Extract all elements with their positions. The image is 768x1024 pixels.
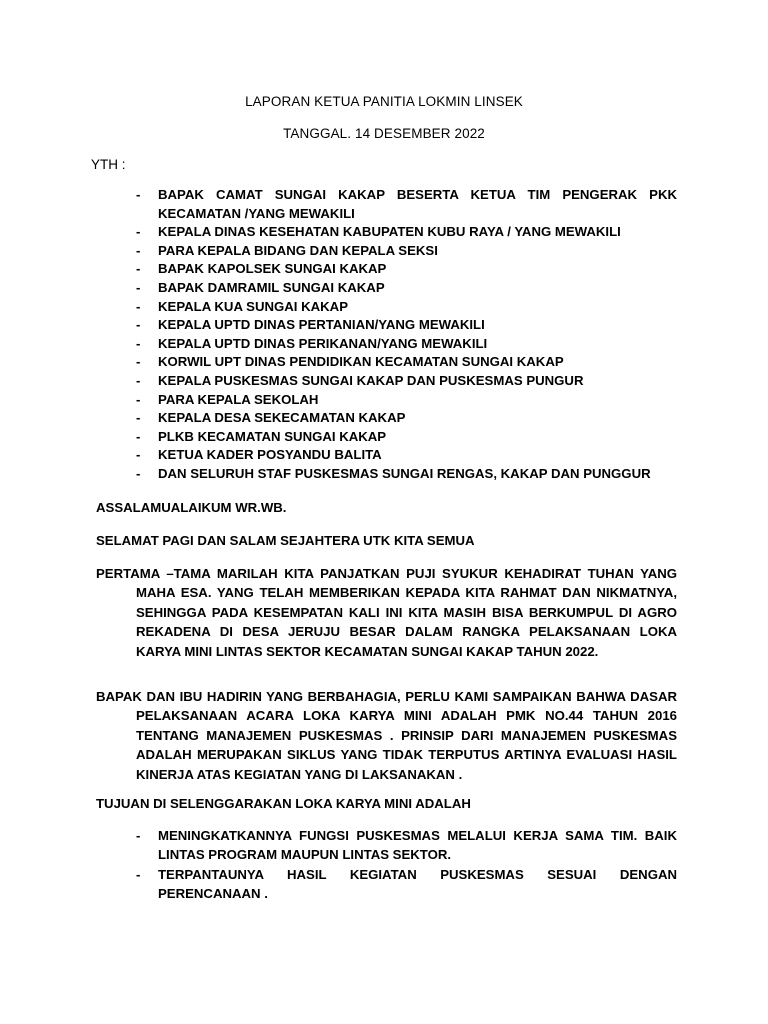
welcome-line: SELAMAT PAGI DAN SALAM SEJAHTERA UTK KITA SEMUA bbox=[96, 533, 475, 548]
bullet-dash: - bbox=[136, 279, 141, 295]
list-item bbox=[136, 372, 677, 391]
list-item bbox=[136, 391, 677, 410]
bullet-dash: - bbox=[136, 335, 141, 351]
document-date: TANGGAL. 14 DESEMBER 2022 bbox=[283, 126, 485, 141]
bullet-dash: - bbox=[136, 242, 141, 258]
list-item bbox=[136, 316, 677, 335]
objective-text: TERPANTAUNYA HASIL KEGIATAN PUSKESMAS SESUAI DENGAN PERENCANAAN . bbox=[158, 866, 677, 902]
list-item bbox=[136, 298, 677, 317]
addressee-list bbox=[136, 186, 677, 484]
bullet-dash: - bbox=[136, 391, 141, 407]
list-item bbox=[136, 335, 677, 354]
list-item bbox=[136, 409, 677, 428]
objectives-heading: TUJUAN DI SELENGGARAKAN LOKA KARYA MINI ADALAH bbox=[96, 796, 471, 811]
addressee-text: PARA KEPALA SEKOLAH bbox=[158, 391, 319, 407]
bullet-dash: - bbox=[136, 428, 141, 444]
addressee-text: KEPALA PUSKESMAS SUNGAI KAKAP DAN PUSKESMAS PUNGUR bbox=[158, 372, 584, 388]
opening-paragraph: PERTAMA –TAMA MARILAH KITA PANJATKAN PUJI SYUKUR KEHADIRAT TUHAN YANG MAHA ESA. YANG TELAH MEMBERIKAN KEPADA KITA RAHMAT DAN NIKMATNYA, SEHINGGA PADA KESEMPATAN KALI INI KITA MASIH BISA BERKUMPUL DI AGRO REKADENA DI DESA JERUJU BESAR DALAM RANGKA PELAKSANAAN LOKA KARYA MINI LINTAS SEKTOR KECAMATAN SUNGAI KAKAP TAHUN 2022. bbox=[96, 566, 677, 659]
addressee-text: KEPALA UPTD DINAS PERIKANAN/YANG MEWAKILI bbox=[158, 335, 488, 351]
addressee-text: KETUA KADER POSYANDU BALITA bbox=[158, 447, 382, 463]
basis-paragraph: BAPAK DAN IBU HADIRIN YANG BERBAHAGIA, PERLU KAMI SAMPAIKAN BAHWA DASAR PELAKSANAAN ACARA LOKA KARYA MINI ADALAH PMK NO.44 TAHUN 2016 TENTANG MANAJEMEN PUSKESMAS . PRINSIP DARI MANAJEMEN PUSKESMAS ADALAH MERUPAKAN SIKLUS YANG TIDAK TERPUTUS ARTINYA EVALUASI HASIL KINERJA ATAS KEGIATAN YANG DI LAKSANAKAN . bbox=[96, 689, 677, 782]
bullet-dash: - bbox=[136, 261, 141, 277]
addressee-text: KORWIL UPT DINAS PENDIDIKAN KECAMATAN SUNGAI KAKAP bbox=[158, 354, 564, 370]
objectives-list bbox=[136, 826, 677, 904]
list-item bbox=[136, 186, 677, 223]
addressee-text: BAPAK KAPOLSEK SUNGAI KAKAP bbox=[158, 261, 387, 277]
addressee-text: PLKB KECAMATAN SUNGAI KAKAP bbox=[158, 428, 387, 444]
list-item bbox=[136, 279, 677, 298]
bullet-dash: - bbox=[136, 224, 141, 240]
bullet-dash: - bbox=[136, 317, 141, 333]
addressee-text: KEPALA UPTD DINAS PERTANIAN/YANG MEWAKILI bbox=[158, 317, 485, 333]
salutation: YTH : bbox=[91, 157, 126, 172]
list-item bbox=[136, 446, 677, 465]
addressee-text: PARA KEPALA BIDANG DAN KEPALA SEKSI bbox=[158, 242, 438, 258]
bullet-dash: - bbox=[136, 354, 141, 370]
list-item bbox=[136, 826, 677, 865]
list-item bbox=[136, 260, 677, 279]
bullet-dash: - bbox=[136, 465, 141, 481]
list-item bbox=[136, 223, 677, 242]
list-item bbox=[136, 865, 677, 904]
bullet-dash: - bbox=[136, 828, 141, 843]
list-item bbox=[136, 242, 677, 261]
addressee-text: KEPALA DINAS KESEHATAN KABUPATEN KUBU RAYA / YANG MEWAKILI bbox=[158, 224, 621, 240]
objective-text: MENINGKATKANNYA FUNGSI PUSKESMAS MELALUI KERJA SAMA TIM. BAIK LINTAS PROGRAM MAUPUN LINTAS SEKTOR. bbox=[158, 828, 677, 863]
bullet-dash: - bbox=[136, 372, 141, 388]
list-item bbox=[136, 353, 677, 372]
addressee-text: KEPALA DESA SEKECAMATAN KAKAP bbox=[158, 410, 406, 426]
bullet-dash: - bbox=[136, 187, 141, 202]
document-title: LAPORAN KETUA PANITIA LOKMIN LINSEK bbox=[245, 94, 523, 109]
bullet-dash: - bbox=[136, 866, 141, 882]
bullet-dash: - bbox=[136, 447, 141, 463]
addressee-text: BAPAK CAMAT SUNGAI KAKAP BESERTA KETUA TIM PENGERAK PKK KECAMATAN /YANG MEWAKILI bbox=[158, 187, 677, 221]
list-item bbox=[136, 465, 677, 484]
addressee-text: BAPAK DAMRAMIL SUNGAI KAKAP bbox=[158, 279, 385, 295]
list-item bbox=[136, 428, 677, 447]
bullet-dash: - bbox=[136, 410, 141, 426]
addressee-text: KEPALA KUA SUNGAI KAKAP bbox=[158, 298, 348, 314]
bullet-dash: - bbox=[136, 298, 141, 314]
greeting: ASSALAMUALAIKUM WR.WB. bbox=[96, 500, 287, 515]
addressee-text: DAN SELURUH STAF PUSKESMAS SUNGAI RENGAS, KAKAP DAN PUNGGUR bbox=[158, 465, 651, 481]
